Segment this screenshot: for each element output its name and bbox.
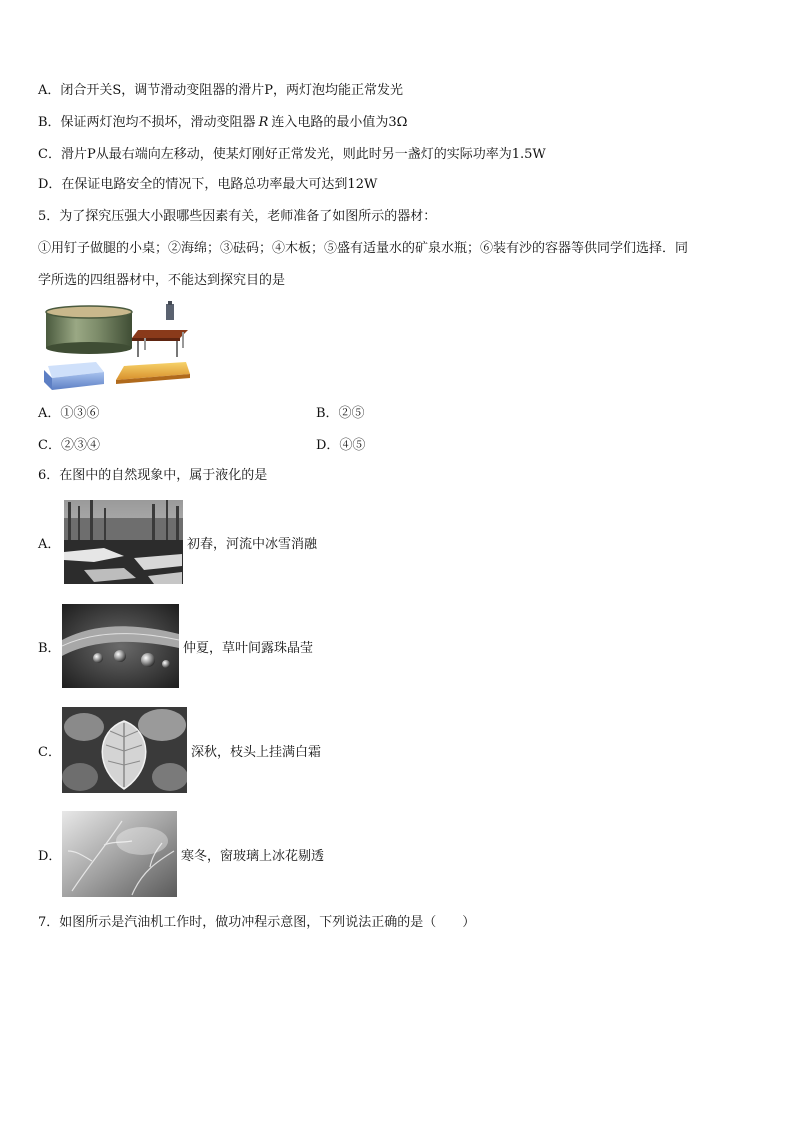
q6-option-a-label: A． — [38, 537, 61, 552]
q5-option-d: D．④⑤ — [316, 438, 366, 453]
q7-stem: 7．如图所示是汽油机工作时，做功冲程示意图，下列说法正确的是（ ） — [38, 915, 476, 930]
q6-option-b-label: B． — [38, 641, 61, 656]
q6-option-d-photo — [62, 811, 177, 897]
q4-option-b-pre: B．保证两灯泡均不损坏，滑动变阻器 — [38, 115, 256, 130]
frost-leaves-image — [62, 707, 187, 793]
q5-option-c: C．②③④ — [38, 438, 100, 453]
q5-materials-line1: ①用钉子做腿的小桌；②海绵；③砝码；④木板；⑤盛有适量水的矿泉水瓶；⑥装有沙的容器等供同学们选择．同 — [38, 241, 689, 256]
q5-option-b: B．②⑤ — [316, 406, 365, 421]
melting-ice-image — [64, 500, 183, 584]
q5-equipment-drawing — [40, 300, 192, 392]
q6-option-c-photo — [62, 707, 187, 793]
q5-stem: 5．为了探究压强大小跟哪些因素有关，老师准备了如图所示的器材： — [38, 209, 437, 224]
q6-option-c-caption: 深秋，枝头上挂满白霜 — [191, 745, 322, 760]
q6-option-a-caption: 初春，河流中冰雪消融 — [187, 537, 318, 552]
q5-option-a: A．①③⑥ — [38, 406, 100, 421]
q5-materials-line2: 学所选的四组器材中，不能达到探究目的是 — [38, 273, 286, 288]
q4-option-c: C．滑片P从最右端向左移动，使某灯刚好正常发光，则此时另一盏灯的实际功率为1.5W — [38, 147, 546, 162]
q6-option-c-label: C． — [38, 745, 61, 760]
q4-option-b-var: R — [258, 115, 269, 130]
q6-option-b-caption: 仲夏，草叶间露珠晶莹 — [183, 641, 314, 656]
q5-equipment-image — [40, 300, 192, 392]
q4-option-b-post: 连入电路的最小值为3Ω — [271, 115, 408, 130]
window-frost-image — [62, 811, 177, 897]
q4-option-d: D．在保证电路安全的情况下，电路总功率最大可达到12W — [38, 177, 378, 192]
q4-option-a: A．闭合开关S，调节滑动变阻器的滑片P，两灯泡均能正常发光 — [38, 83, 404, 98]
q6-stem: 6．在图中的自然现象中，属于液化的是 — [38, 468, 268, 483]
dew-drops-image — [62, 604, 179, 688]
q6-option-d-label: D． — [38, 849, 62, 864]
q4-option-b — [38, 114, 407, 132]
q6-option-d-caption: 寒冬，窗玻璃上冰花剔透 — [181, 849, 325, 864]
q6-option-a-photo — [64, 500, 183, 584]
q6-option-b-photo — [62, 604, 179, 688]
